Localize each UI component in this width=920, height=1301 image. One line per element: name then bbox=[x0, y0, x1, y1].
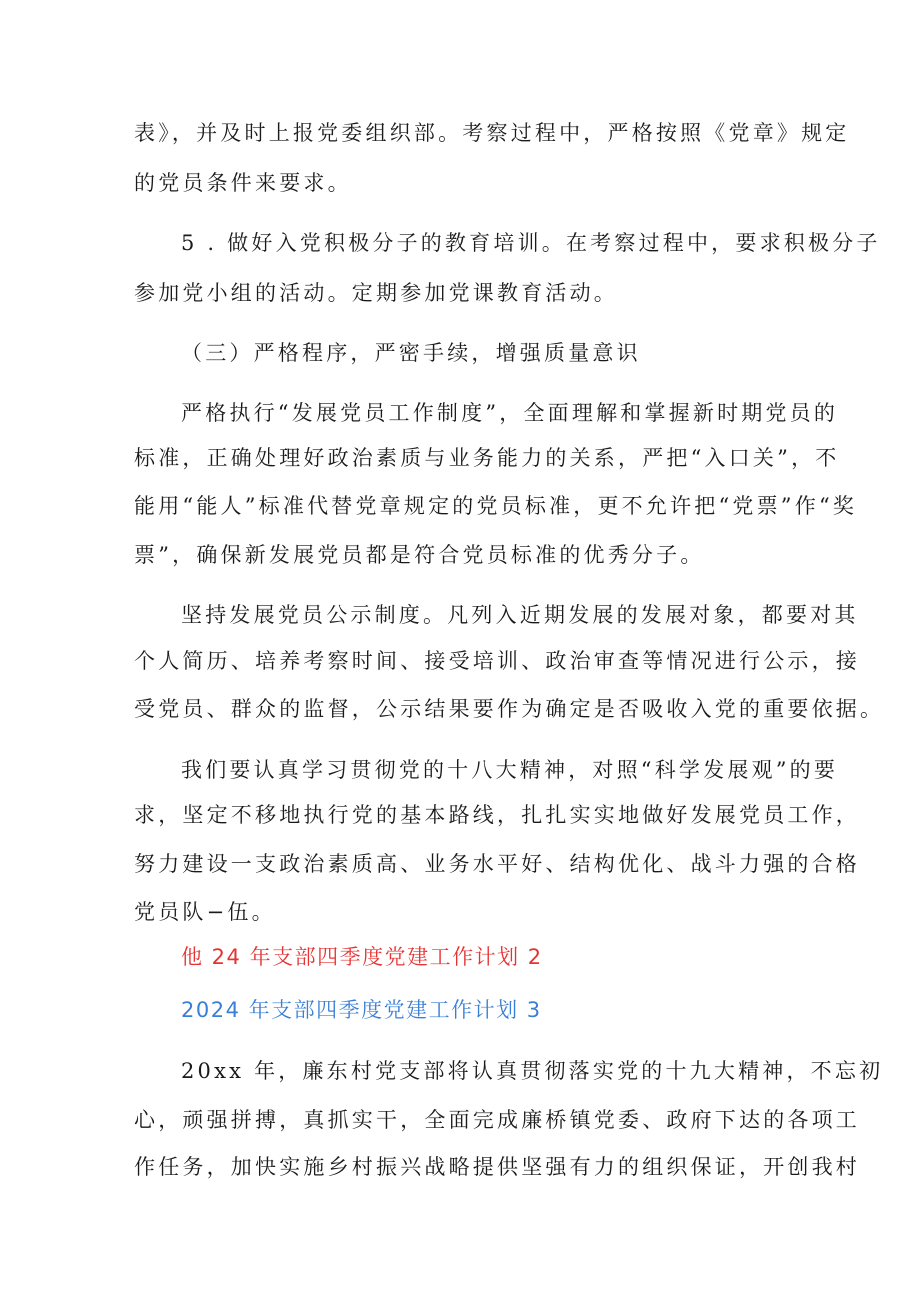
body-line: 我们要认真学习贯彻党的十八大精神，对照“科学发展观”的要 bbox=[181, 758, 839, 782]
body-line: 的党员条件来要求。 bbox=[134, 171, 352, 195]
body-line: 作任务，加快实施乡村振兴战略提供坚强有力的组织保证，开创我村 bbox=[134, 1155, 860, 1179]
body-line: 参加党小组的活动。定期参加党课教育活动。 bbox=[134, 281, 618, 305]
body-line: 能用“能人”标准代替党章规定的党员标准，更不允许把“党票”作“奖 bbox=[134, 494, 858, 518]
body-line: 受党员、群众的监督，公示结果要作为确定是否吸收入党的重要依据。 bbox=[134, 697, 885, 721]
section-subheading: （三）严格程序，严密手续，增强质量意识 bbox=[181, 341, 641, 365]
body-line: 标准，正确处理好政治素质与业务能力的关系，严把“入口关”，不 bbox=[134, 446, 840, 470]
body-line: 严格执行“发展党员工作制度”，全面理解和掌握新时期党员的 bbox=[181, 401, 839, 425]
body-line: 表》，并及时上报党委组织部。考察过程中，严格按照《党章》规定 bbox=[134, 121, 850, 145]
body-line: 求，坚定不移地执行党的基本路线，扎扎实实地做好发展党员工作， bbox=[134, 803, 860, 827]
body-line: 努力建设一支政治素质高、业务水平好、结构优化、战斗力强的合格 bbox=[134, 852, 860, 876]
body-line: 坚持发展党员公示制度。凡列入近期发展的发展对象，都要对其 bbox=[181, 603, 859, 627]
body-line: 5 . 做好入党积极分子的教育培训。在考察过程中，要求积极分子 bbox=[181, 231, 881, 255]
body-line: 个人简历、培养考察时间、接受培训、政治审查等情况进行公示，接 bbox=[134, 649, 860, 673]
body-line: 党员队−伍。 bbox=[134, 900, 276, 924]
body-line: 20xx 年，廉东村党支部将认真贯彻落实党的十九大精神，不忘初 bbox=[181, 1059, 884, 1083]
body-line: 票”，确保新发展党员都是符合党员标准的优秀分子。 bbox=[134, 543, 705, 567]
heading-link-blue[interactable]: 2024 年支部四季度党建工作计划 3 bbox=[181, 998, 542, 1022]
heading-link-red[interactable]: 他 24 年支部四季度党建工作计划 2 bbox=[181, 945, 543, 969]
body-line: 心，顽强拼搏，真抓实干，全面完成廉桥镇党委、政府下达的各项工 bbox=[134, 1108, 860, 1132]
